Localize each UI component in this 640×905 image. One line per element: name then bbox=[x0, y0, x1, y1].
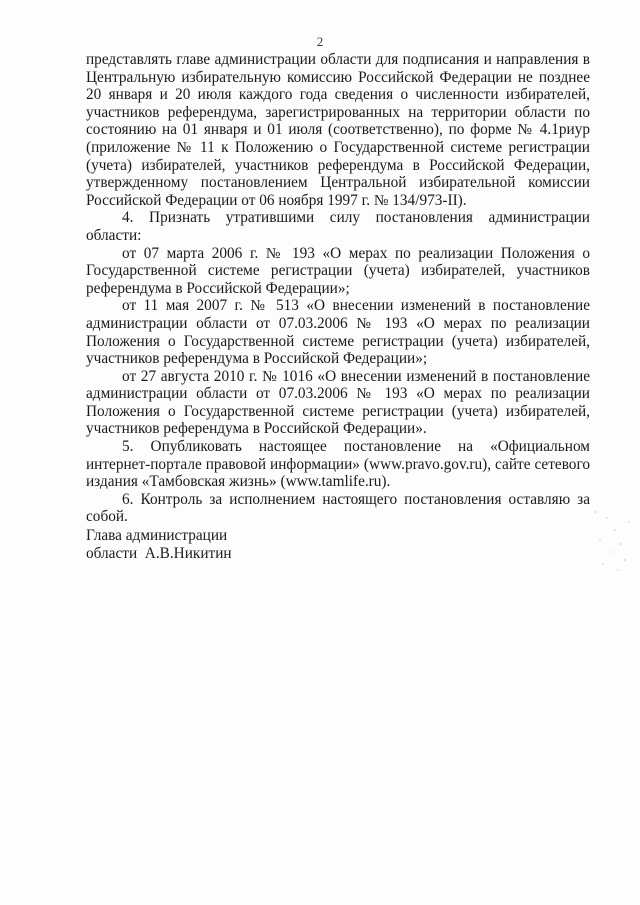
paragraph-continuation: представлять главе администрации области для подписания и направления в Центральную избирательную комиссию Российской Федерации не позднее 20 января и 20 июля каждого года сведения о численности избирателей, участников референдума, зарегистрированных на территории области по состоянию на 01 января и 01 июля (соответственно), по форме № 4.1риур (приложение № 11 к Положению о Государственной системе регистрации (учета) избирателей, участников референдума в Российской Федерации, утвержденному постановлением Центральной избирательной комиссии Российской Федерации от 06 ноября 1997 г. № 134/973-II). bbox=[86, 51, 590, 209]
scan-noise-right bbox=[585, 500, 635, 580]
paragraph-item-4-b: от 11 мая 2007 г. № 513 «О внесении изменений в постановление администрации области от 07.03.2006 № 193 «О мерах по реализации Положения о Государственной системе регистрации (учета) избирателей, участников референдума в Российской Федерации»; bbox=[86, 297, 590, 368]
paragraph-item-6: 6. Контроль за исполнением настоящего постановления оставляю за собой. bbox=[86, 490, 590, 526]
page-number: 2 bbox=[316, 34, 324, 49]
signature-title: Глава администрации bbox=[86, 527, 228, 544]
document-body bbox=[86, 51, 590, 526]
paragraph-item-4: 4. Признать утратившими силу постановления администрации области: bbox=[86, 209, 590, 244]
paragraph-item-5: 5. Опубликовать настоящее постановление на «Официальном интернет-портале правовой информации» (www.pravo.gov.ru), сайте сетевого издания «Тамбовская жизнь» (www.tamlife.ru). bbox=[86, 438, 590, 491]
signature-block bbox=[86, 527, 232, 562]
paragraph-item-4-c: от 27 августа 2010 г. № 1016 «О внесении изменений в постановление администрации области от 07.03.2006 № 193 «О мерах по реализации Положения о Государственной системе регистрации (учета) избирателей, участников референдума в Российской Федерации». bbox=[86, 367, 590, 438]
signature-name: области А.В.Никитин bbox=[86, 544, 232, 562]
paragraph-item-4-a: от 07 марта 2006 г. № 193 «О мерах по реализации Положения о Государственной системе регистрации (учета) избирателей, участников референдума в Российской Федерации»; bbox=[86, 244, 590, 297]
